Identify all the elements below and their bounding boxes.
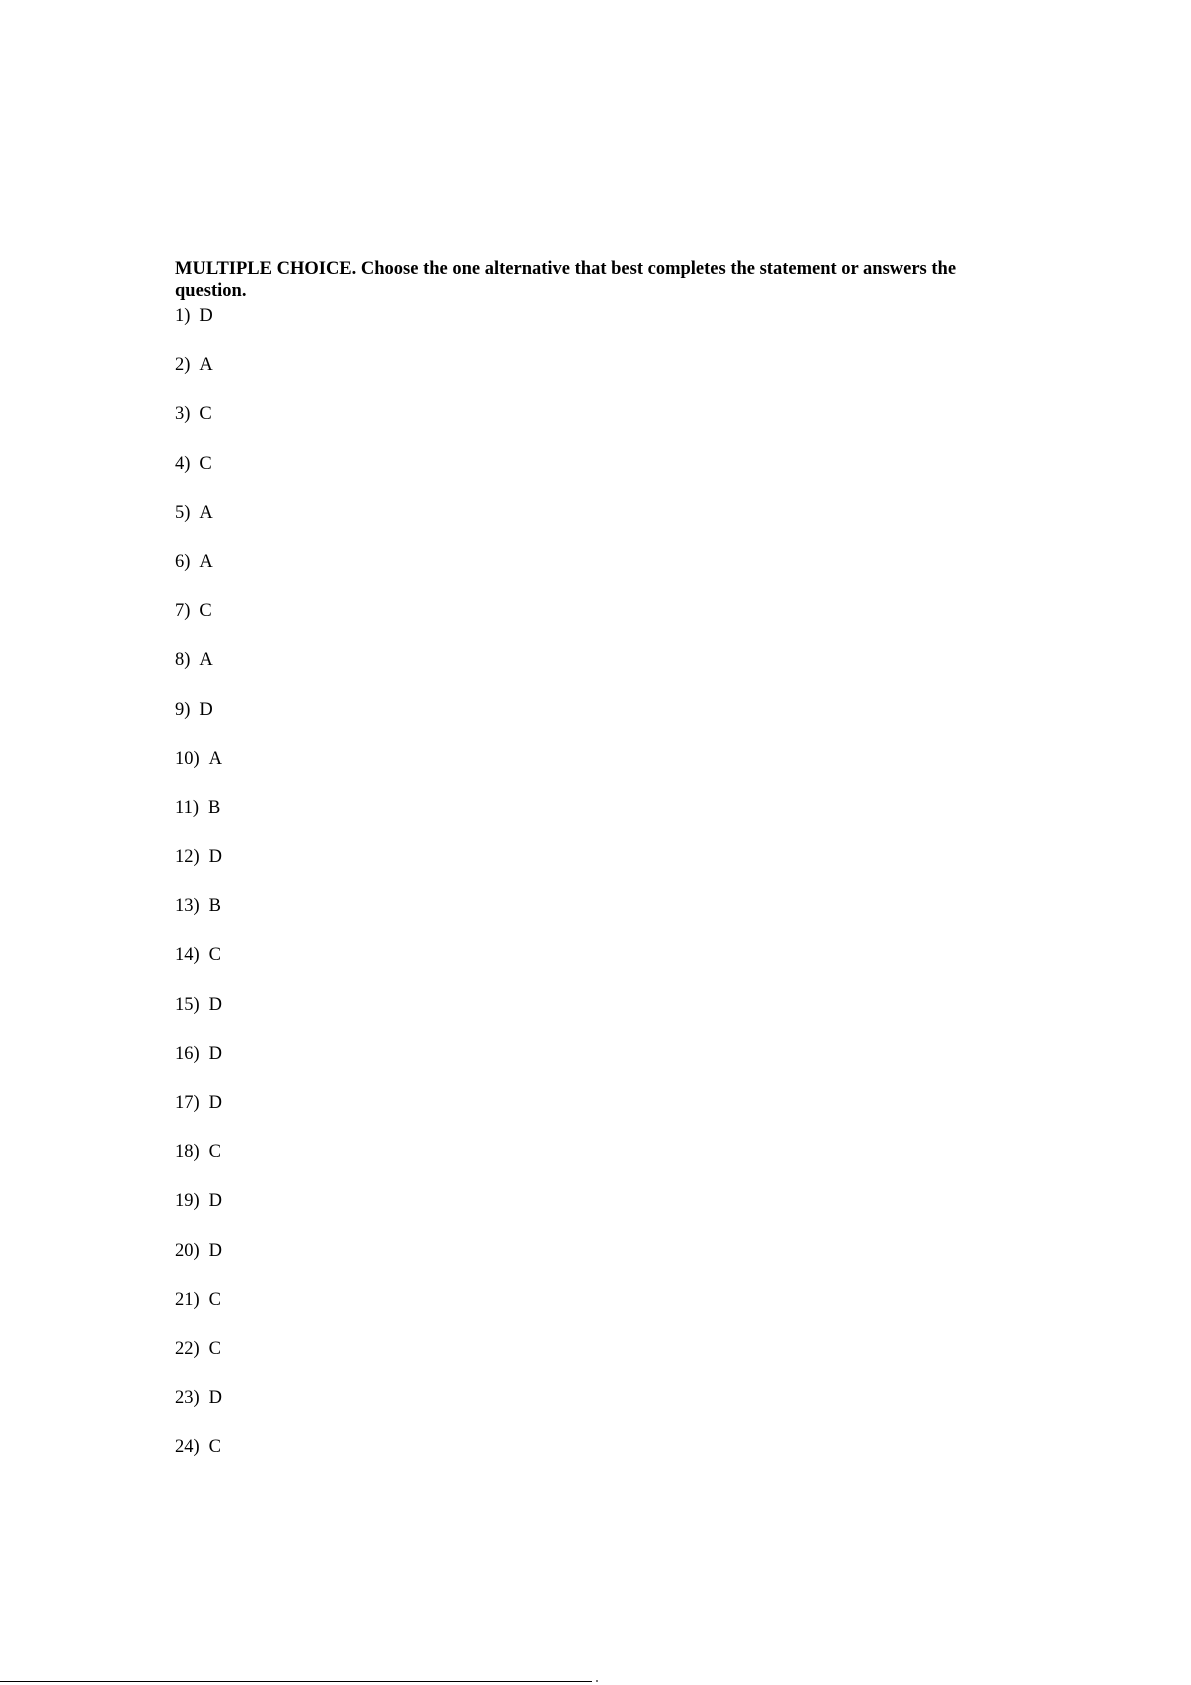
answer-item <box>175 1190 222 1239</box>
answer-number: 11) <box>175 797 199 818</box>
answer-choice: D <box>208 1093 223 1113</box>
answer-item <box>175 895 222 944</box>
answer-number: 5) <box>175 502 191 523</box>
answer-number: 12) <box>175 847 200 868</box>
answer-choice: C <box>199 404 212 425</box>
answer-number: 3) <box>175 404 191 425</box>
answer-number: 14) <box>175 945 200 966</box>
answer-item <box>175 649 222 698</box>
answer-number: 21) <box>175 1289 200 1310</box>
answer-choice: C <box>208 945 222 966</box>
answer-choice: B <box>208 896 222 917</box>
footer-mark <box>596 1680 598 1682</box>
answer-number: 19) <box>175 1191 200 1212</box>
answer-number: 2) <box>175 355 191 376</box>
answer-number: 15) <box>175 994 200 1015</box>
answer-number: 9) <box>175 699 191 720</box>
answer-choice: B <box>207 797 221 818</box>
answer-item <box>175 748 222 797</box>
footer-rule <box>0 1681 592 1682</box>
answer-number: 23) <box>175 1388 200 1409</box>
answer-number: 17) <box>175 1093 200 1113</box>
answer-item <box>175 699 222 748</box>
answer-choice: D <box>208 1043 223 1064</box>
answer-choice: C <box>208 1437 222 1458</box>
answer-item <box>175 1387 222 1436</box>
answer-item <box>175 797 222 846</box>
answer-item <box>175 1436 222 1485</box>
answer-number: 6) <box>175 551 191 572</box>
answer-number: 8) <box>175 650 191 671</box>
answer-item <box>175 1043 222 1092</box>
answer-choice: C <box>199 601 212 622</box>
answer-number: 16) <box>175 1043 200 1064</box>
answer-item <box>175 1092 222 1141</box>
answer-item <box>175 305 222 354</box>
answer-choice: A <box>199 502 213 523</box>
answer-choice: D <box>208 1388 223 1409</box>
answer-number: 4) <box>175 453 191 474</box>
answer-item <box>175 551 222 600</box>
answer-item <box>175 354 222 403</box>
answer-item <box>175 1289 222 1338</box>
answer-item <box>175 600 222 649</box>
answer-choice: D <box>208 847 223 868</box>
answer-item <box>175 1240 222 1289</box>
answer-item <box>175 1141 222 1190</box>
answer-item <box>175 944 222 993</box>
answer-choice: D <box>208 1240 223 1261</box>
answer-choice: C <box>208 1142 222 1163</box>
answer-number: 20) <box>175 1240 200 1261</box>
answer-choice: D <box>199 699 213 720</box>
answer-choice: D <box>208 1191 223 1212</box>
answer-choice: C <box>208 1289 222 1310</box>
answer-list <box>175 305 222 1486</box>
answer-number: 18) <box>175 1142 200 1163</box>
answer-choice: A <box>199 650 213 671</box>
answer-number: 22) <box>175 1338 200 1359</box>
answer-number: 10) <box>175 748 200 769</box>
answer-item <box>175 453 222 502</box>
answer-number: 13) <box>175 896 200 917</box>
answer-choice: D <box>208 994 223 1015</box>
answer-choice: A <box>199 355 213 376</box>
answer-number: 1) <box>175 306 191 326</box>
answer-item <box>175 403 222 452</box>
answer-choice: C <box>199 453 212 474</box>
answer-number: 24) <box>175 1437 200 1458</box>
answer-choice: A <box>199 551 213 572</box>
answer-item <box>175 846 222 895</box>
answer-choice: C <box>208 1338 222 1359</box>
answer-item <box>175 994 222 1043</box>
answer-choice: A <box>208 748 223 769</box>
section-heading: MULTIPLE CHOICE. Choose the one alternative that best completes the statement or answers the question. <box>175 259 957 301</box>
answer-number: 7) <box>175 601 191 622</box>
answer-item <box>175 1338 222 1387</box>
answer-choice: D <box>199 306 213 326</box>
answer-item <box>175 502 222 551</box>
